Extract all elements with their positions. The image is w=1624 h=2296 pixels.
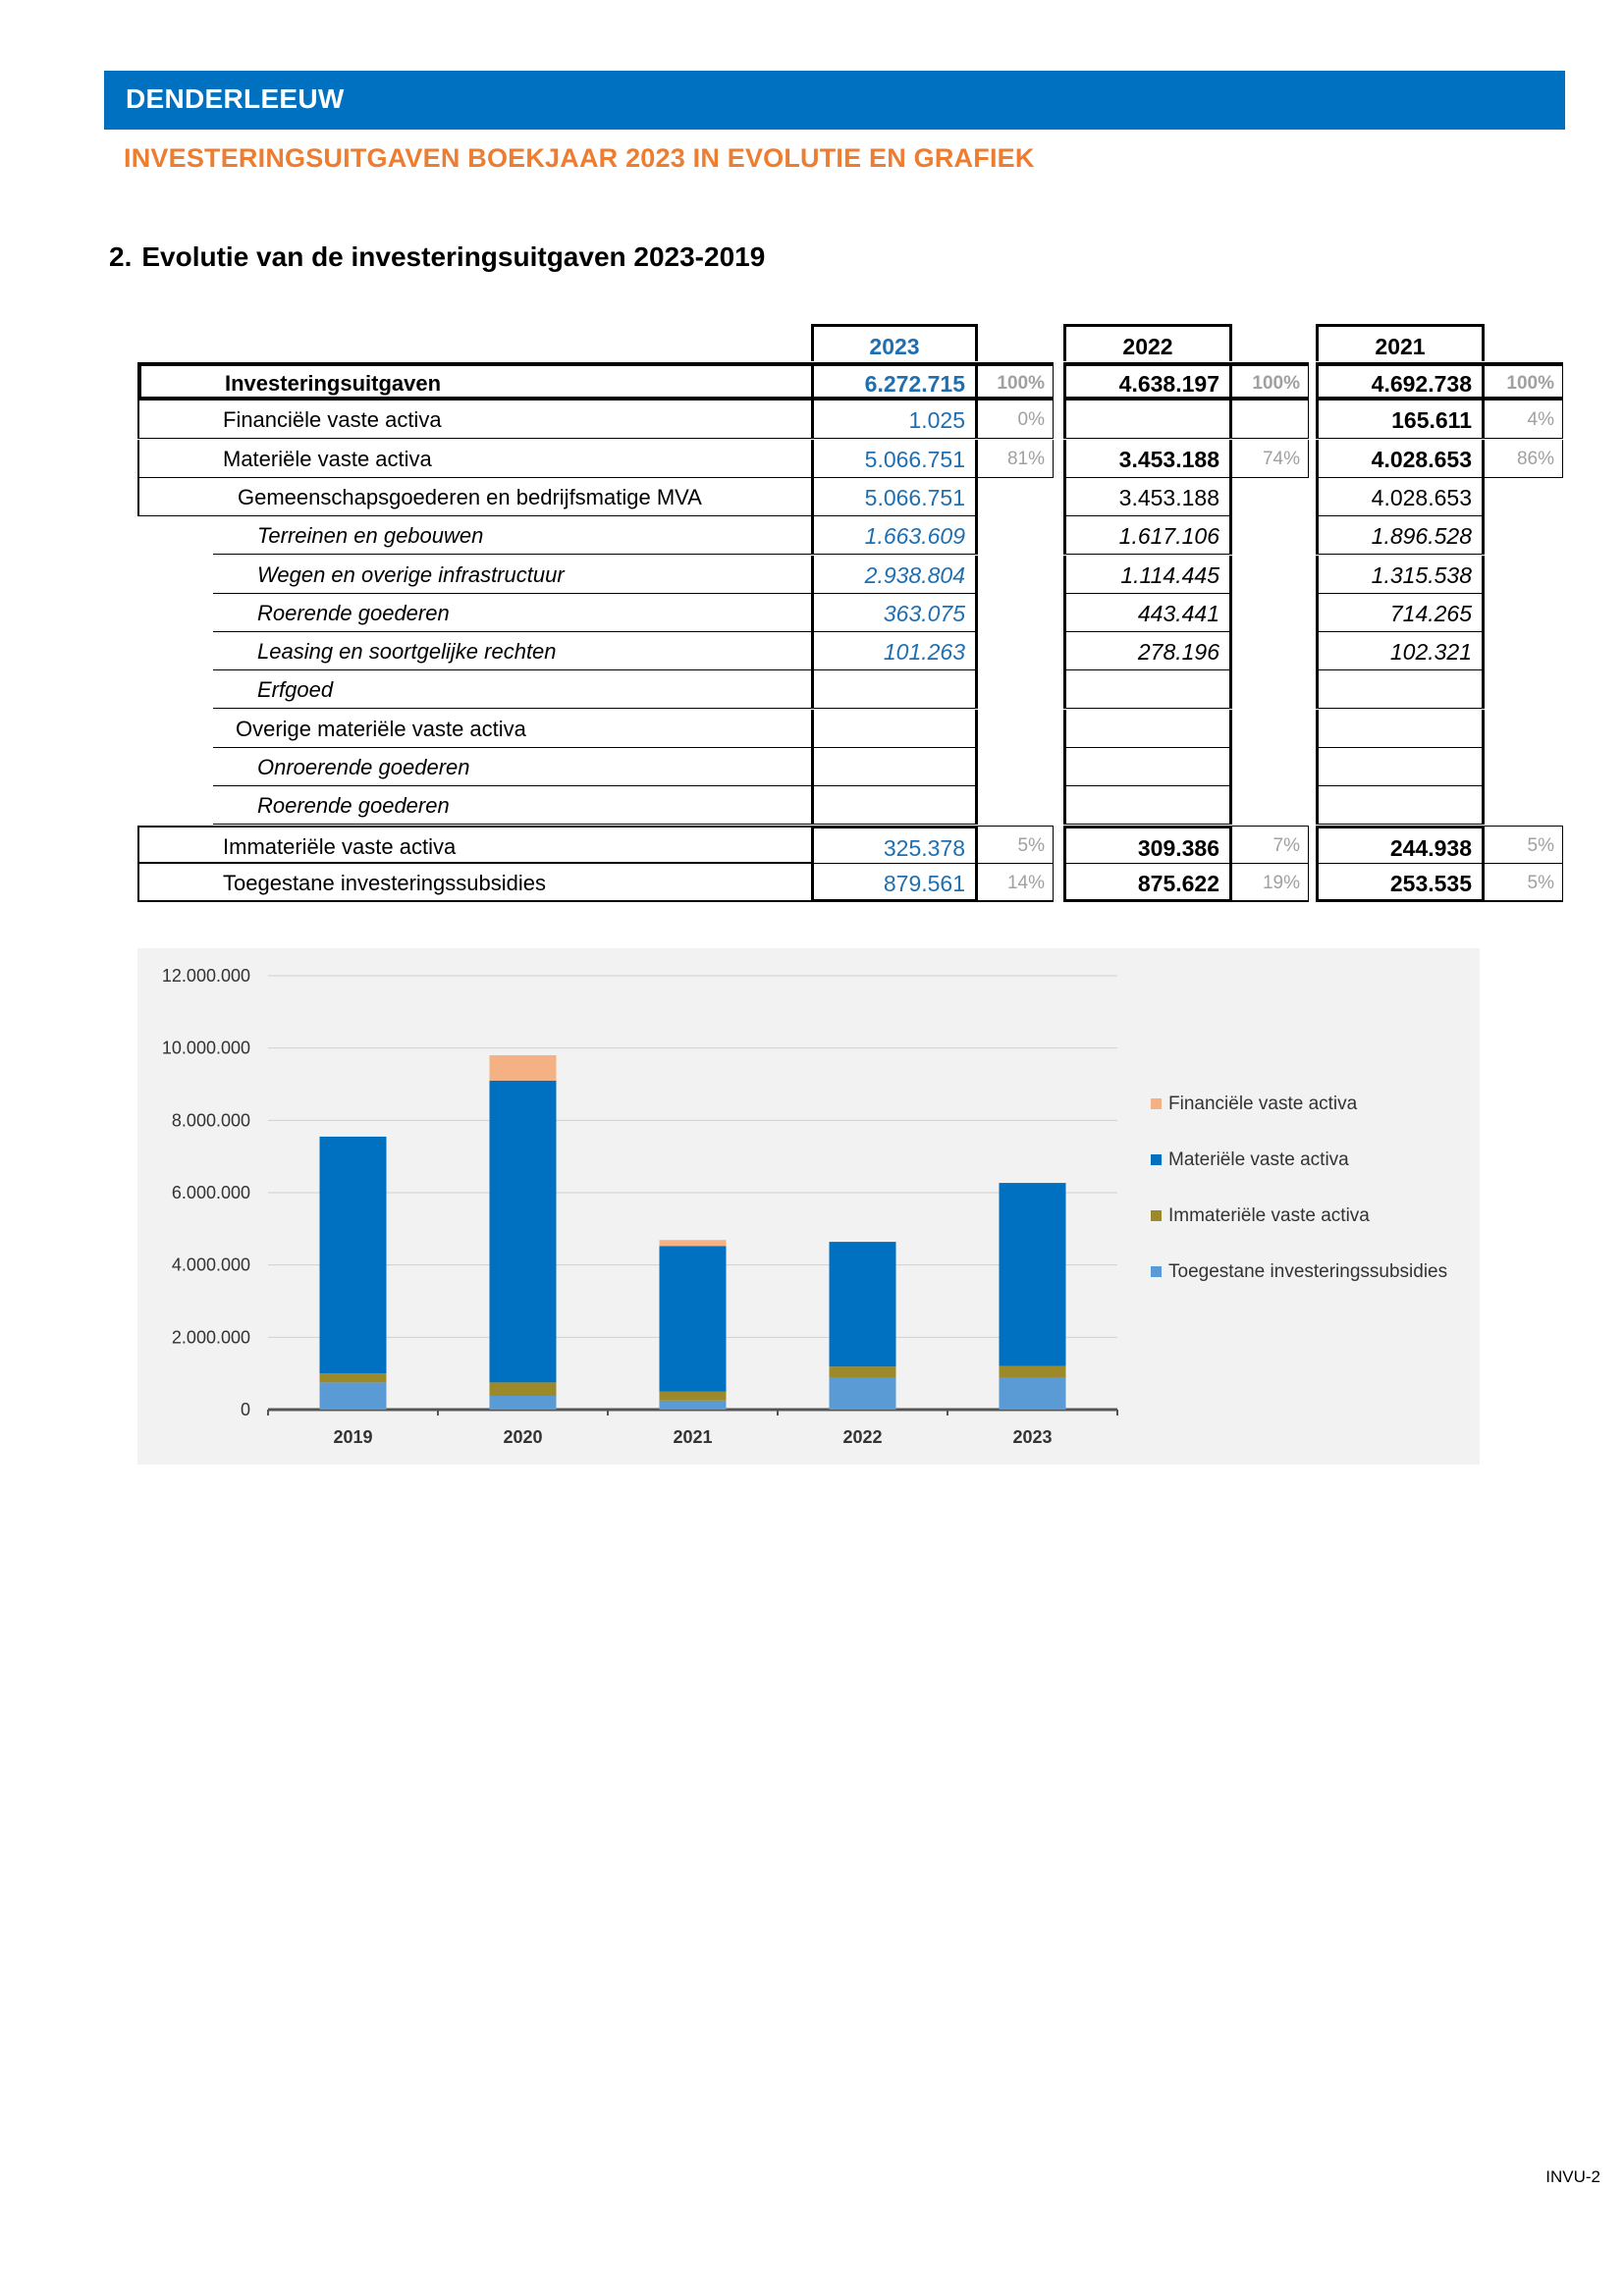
- municipality-banner: [104, 71, 1565, 130]
- value-cell-2023: 1.025: [811, 400, 978, 439]
- value-cell-2023: 5.066.751: [811, 478, 978, 516]
- bar-segment: [490, 1396, 557, 1410]
- chart-svg: [137, 948, 1480, 1465]
- value-cell-2021: 4.028.653: [1316, 478, 1485, 516]
- value-cell-2022: 309.386: [1063, 826, 1232, 864]
- x-tick-label: 2023: [1012, 1427, 1053, 1447]
- value-cell-2023: 5.066.751: [811, 440, 978, 478]
- value-cell-2021: 714.265: [1316, 594, 1485, 632]
- percent-cell-2023: 0%: [978, 400, 1054, 439]
- percent-cell-2022: 7%: [1232, 826, 1309, 864]
- percent-cell-2021: 86%: [1485, 440, 1563, 478]
- table-row: [137, 478, 1563, 516]
- percent-cell-2021: 5%: [1485, 826, 1563, 864]
- table-row: [137, 632, 1563, 670]
- row-label: Roerende goederen: [213, 786, 811, 825]
- bar-segment: [830, 1242, 896, 1366]
- value-cell-2022: 1.114.445: [1063, 556, 1232, 594]
- row-label: Roerende goederen: [213, 594, 811, 632]
- bar-segment: [490, 1382, 557, 1396]
- year-header-2023: 2023: [811, 324, 978, 361]
- row-label: Leasing en soortgelijke rechten: [213, 632, 811, 670]
- y-tick-label: 6.000.000: [171, 1183, 250, 1202]
- page-code: INVU-2: [1545, 2167, 1600, 2186]
- value-cell-2021: [1316, 710, 1485, 748]
- value-cell-2022: 875.622: [1063, 864, 1232, 902]
- legend-swatch: [1151, 1154, 1162, 1165]
- report-subtitle: INVESTERINGSUITGAVEN BOEKJAAR 2023 IN EVOLUTIE EN GRAFIEK: [124, 143, 1035, 173]
- bar-segment: [320, 1137, 387, 1373]
- year-header-2022: 2022: [1063, 324, 1232, 361]
- value-cell-2021: 1.896.528: [1316, 516, 1485, 555]
- y-tick-label: 2.000.000: [171, 1327, 250, 1348]
- percent-cell-2022: 19%: [1232, 864, 1309, 902]
- table-row: [137, 710, 1563, 748]
- row-label: Financiële vaste activa: [137, 400, 811, 439]
- table-row: [137, 864, 1563, 902]
- bar-segment: [490, 1055, 557, 1081]
- bar-segment: [1000, 1378, 1066, 1410]
- value-cell-2021: 102.321: [1316, 632, 1485, 670]
- bar-segment: [660, 1240, 727, 1246]
- row-label: Terreinen en gebouwen: [213, 516, 811, 555]
- percent-cell-2021: 4%: [1485, 400, 1563, 439]
- bar-segment: [490, 1081, 557, 1383]
- percent-cell-2023: 5%: [978, 826, 1054, 864]
- value-cell-2023: 1.663.609: [811, 516, 978, 555]
- section-number: 2.: [109, 241, 133, 272]
- table-row: [137, 362, 1563, 400]
- bar-segment: [1000, 1366, 1066, 1378]
- value-cell-2022: [1063, 710, 1232, 748]
- value-cell-2021: [1316, 670, 1485, 709]
- percent-cell-2022: 100%: [1232, 362, 1309, 400]
- bar-segment: [660, 1246, 727, 1391]
- value-cell-2023: 325.378: [811, 826, 978, 864]
- value-cell-2022: [1063, 786, 1232, 825]
- row-label: Toegestane investeringssubsidies: [137, 864, 811, 902]
- bar-segment: [830, 1366, 896, 1377]
- value-cell-2022: [1063, 748, 1232, 786]
- value-cell-2022: [1063, 670, 1232, 709]
- table-row: [137, 440, 1563, 478]
- legend-swatch: [1151, 1266, 1162, 1277]
- row-label: Gemeenschapsgoederen en bedrijfsmatige MVA: [137, 478, 811, 516]
- table-row: [137, 516, 1563, 555]
- value-cell-2021: 1.315.538: [1316, 556, 1485, 594]
- year-header-2021: 2021: [1316, 324, 1485, 361]
- x-tick-label: 2020: [503, 1427, 543, 1447]
- value-cell-2022: [1063, 400, 1232, 439]
- percent-cell-2023: 100%: [978, 362, 1054, 400]
- value-cell-2022: 4.638.197: [1063, 362, 1232, 400]
- bar-segment: [830, 1378, 896, 1410]
- section-title: [109, 241, 765, 273]
- value-cell-2023: [811, 748, 978, 786]
- value-cell-2022: 3.453.188: [1063, 440, 1232, 478]
- value-cell-2023: 2.938.804: [811, 556, 978, 594]
- row-label: Wegen en overige infrastructuur: [213, 556, 811, 594]
- table-row: [137, 594, 1563, 632]
- value-cell-2023: 363.075: [811, 594, 978, 632]
- percent-cell-2021: 5%: [1485, 864, 1563, 902]
- value-cell-2022: 278.196: [1063, 632, 1232, 670]
- table-row: [137, 670, 1563, 709]
- bar-segment: [1000, 1183, 1066, 1366]
- bar-segment: [660, 1401, 727, 1410]
- x-tick-label: 2019: [333, 1427, 373, 1447]
- value-cell-2021: [1316, 748, 1485, 786]
- value-cell-2021: 165.611: [1316, 400, 1485, 439]
- percent-cell-2021: 100%: [1485, 362, 1563, 400]
- value-cell-2023: 101.263: [811, 632, 978, 670]
- value-cell-2023: 879.561: [811, 864, 978, 902]
- legend-swatch: [1151, 1098, 1162, 1109]
- table-row: [137, 748, 1563, 786]
- percent-cell-2022: 74%: [1232, 440, 1309, 478]
- value-cell-2022: 443.441: [1063, 594, 1232, 632]
- value-cell-2021: 4.692.738: [1316, 362, 1485, 400]
- legend-label: Financiële vaste activa: [1168, 1094, 1358, 1114]
- table-row: [137, 556, 1563, 594]
- x-tick-label: 2021: [673, 1427, 713, 1447]
- value-cell-2022: 3.453.188: [1063, 478, 1232, 516]
- y-tick-label: 4.000.000: [171, 1255, 250, 1275]
- value-cell-2023: [811, 670, 978, 709]
- municipality-name: DENDERLEEUW: [126, 83, 345, 114]
- row-label: Immateriële vaste activa: [137, 826, 811, 864]
- row-label: Onroerende goederen: [213, 748, 811, 786]
- y-tick-label: 0: [240, 1400, 250, 1419]
- row-label: Overige materiële vaste activa: [213, 710, 811, 748]
- y-tick-label: 10.000.000: [161, 1038, 250, 1058]
- row-label: Materiële vaste activa: [137, 440, 811, 478]
- legend-label: Immateriële vaste activa: [1168, 1205, 1370, 1226]
- table-row: [137, 400, 1563, 439]
- value-cell-2021: 4.028.653: [1316, 440, 1485, 478]
- percent-cell-2023: 81%: [978, 440, 1054, 478]
- y-tick-label: 8.000.000: [171, 1110, 250, 1131]
- bar-segment: [660, 1392, 727, 1401]
- value-cell-2021: [1316, 786, 1485, 825]
- stacked-bar-chart: [137, 948, 1480, 1465]
- value-cell-2022: 1.617.106: [1063, 516, 1232, 555]
- section-heading: Evolutie van de investeringsuitgaven 2023-2019: [141, 241, 766, 272]
- value-cell-2023: [811, 710, 978, 748]
- row-label: Erfgoed: [213, 670, 811, 709]
- row-label: Investeringsuitgaven: [137, 362, 811, 400]
- value-cell-2021: 244.938: [1316, 826, 1485, 864]
- percent-cell-2022: [1232, 400, 1309, 439]
- percent-cell-2023: 14%: [978, 864, 1054, 902]
- x-tick-label: 2022: [842, 1427, 883, 1447]
- value-cell-2023: [811, 786, 978, 825]
- table-row: [137, 826, 1563, 864]
- value-cell-2023: 6.272.715: [811, 362, 978, 400]
- table-row: [137, 786, 1563, 825]
- legend-label: Materiële vaste activa: [1168, 1149, 1349, 1170]
- value-cell-2021: 253.535: [1316, 864, 1485, 902]
- y-tick-label: 12.000.000: [161, 966, 250, 986]
- bar-segment: [320, 1373, 387, 1382]
- legend-swatch: [1151, 1210, 1162, 1221]
- legend-label: Toegestane investeringssubsidies: [1168, 1261, 1448, 1282]
- bar-segment: [320, 1382, 387, 1410]
